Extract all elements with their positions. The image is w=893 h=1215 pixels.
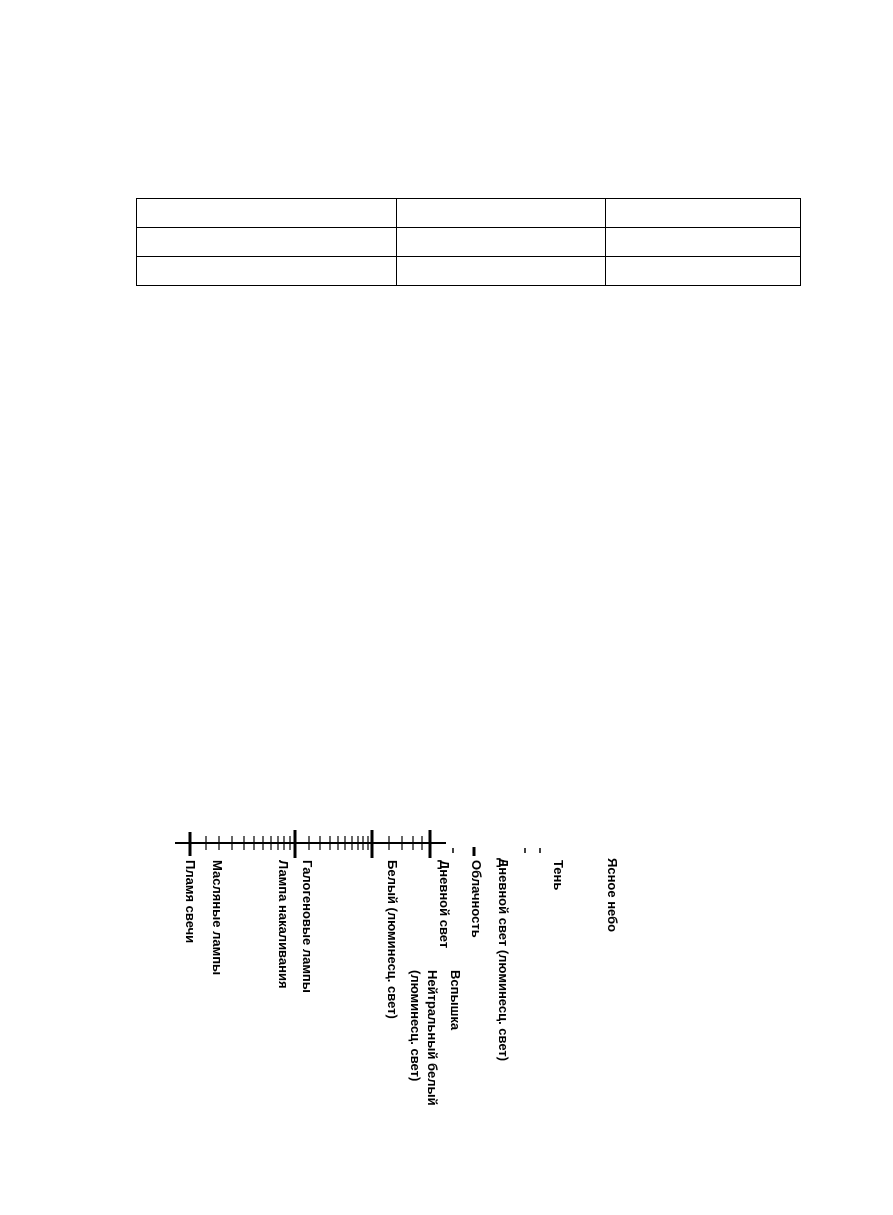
label-daylight-fluorescent: Дневной свет (люминесц. свет) bbox=[496, 858, 511, 1062]
label-shade: Тень bbox=[551, 860, 566, 891]
label-incandescent-lamp: Лампа накаливания bbox=[276, 860, 291, 989]
label-white-fluorescent: Белый (люминесц. свет) bbox=[385, 860, 400, 1019]
label-flash: Вспышка bbox=[448, 970, 463, 1031]
label-halogen-lamps: Галогеновые лампы bbox=[300, 860, 315, 993]
label-clear-sky: Ясное небо bbox=[605, 858, 620, 933]
label-daylight: Дневной свет bbox=[437, 860, 452, 949]
label-candle-flame: Пламя свечи bbox=[183, 860, 198, 944]
label-neutral-white: Нейтральный белый bbox=[425, 970, 440, 1106]
label-neutral-white-fluorescent: (люминесц. свет) bbox=[408, 970, 423, 1082]
label-oil-lamps: Масляные лампы bbox=[210, 860, 225, 976]
label-overcast: Облачность bbox=[469, 860, 484, 938]
